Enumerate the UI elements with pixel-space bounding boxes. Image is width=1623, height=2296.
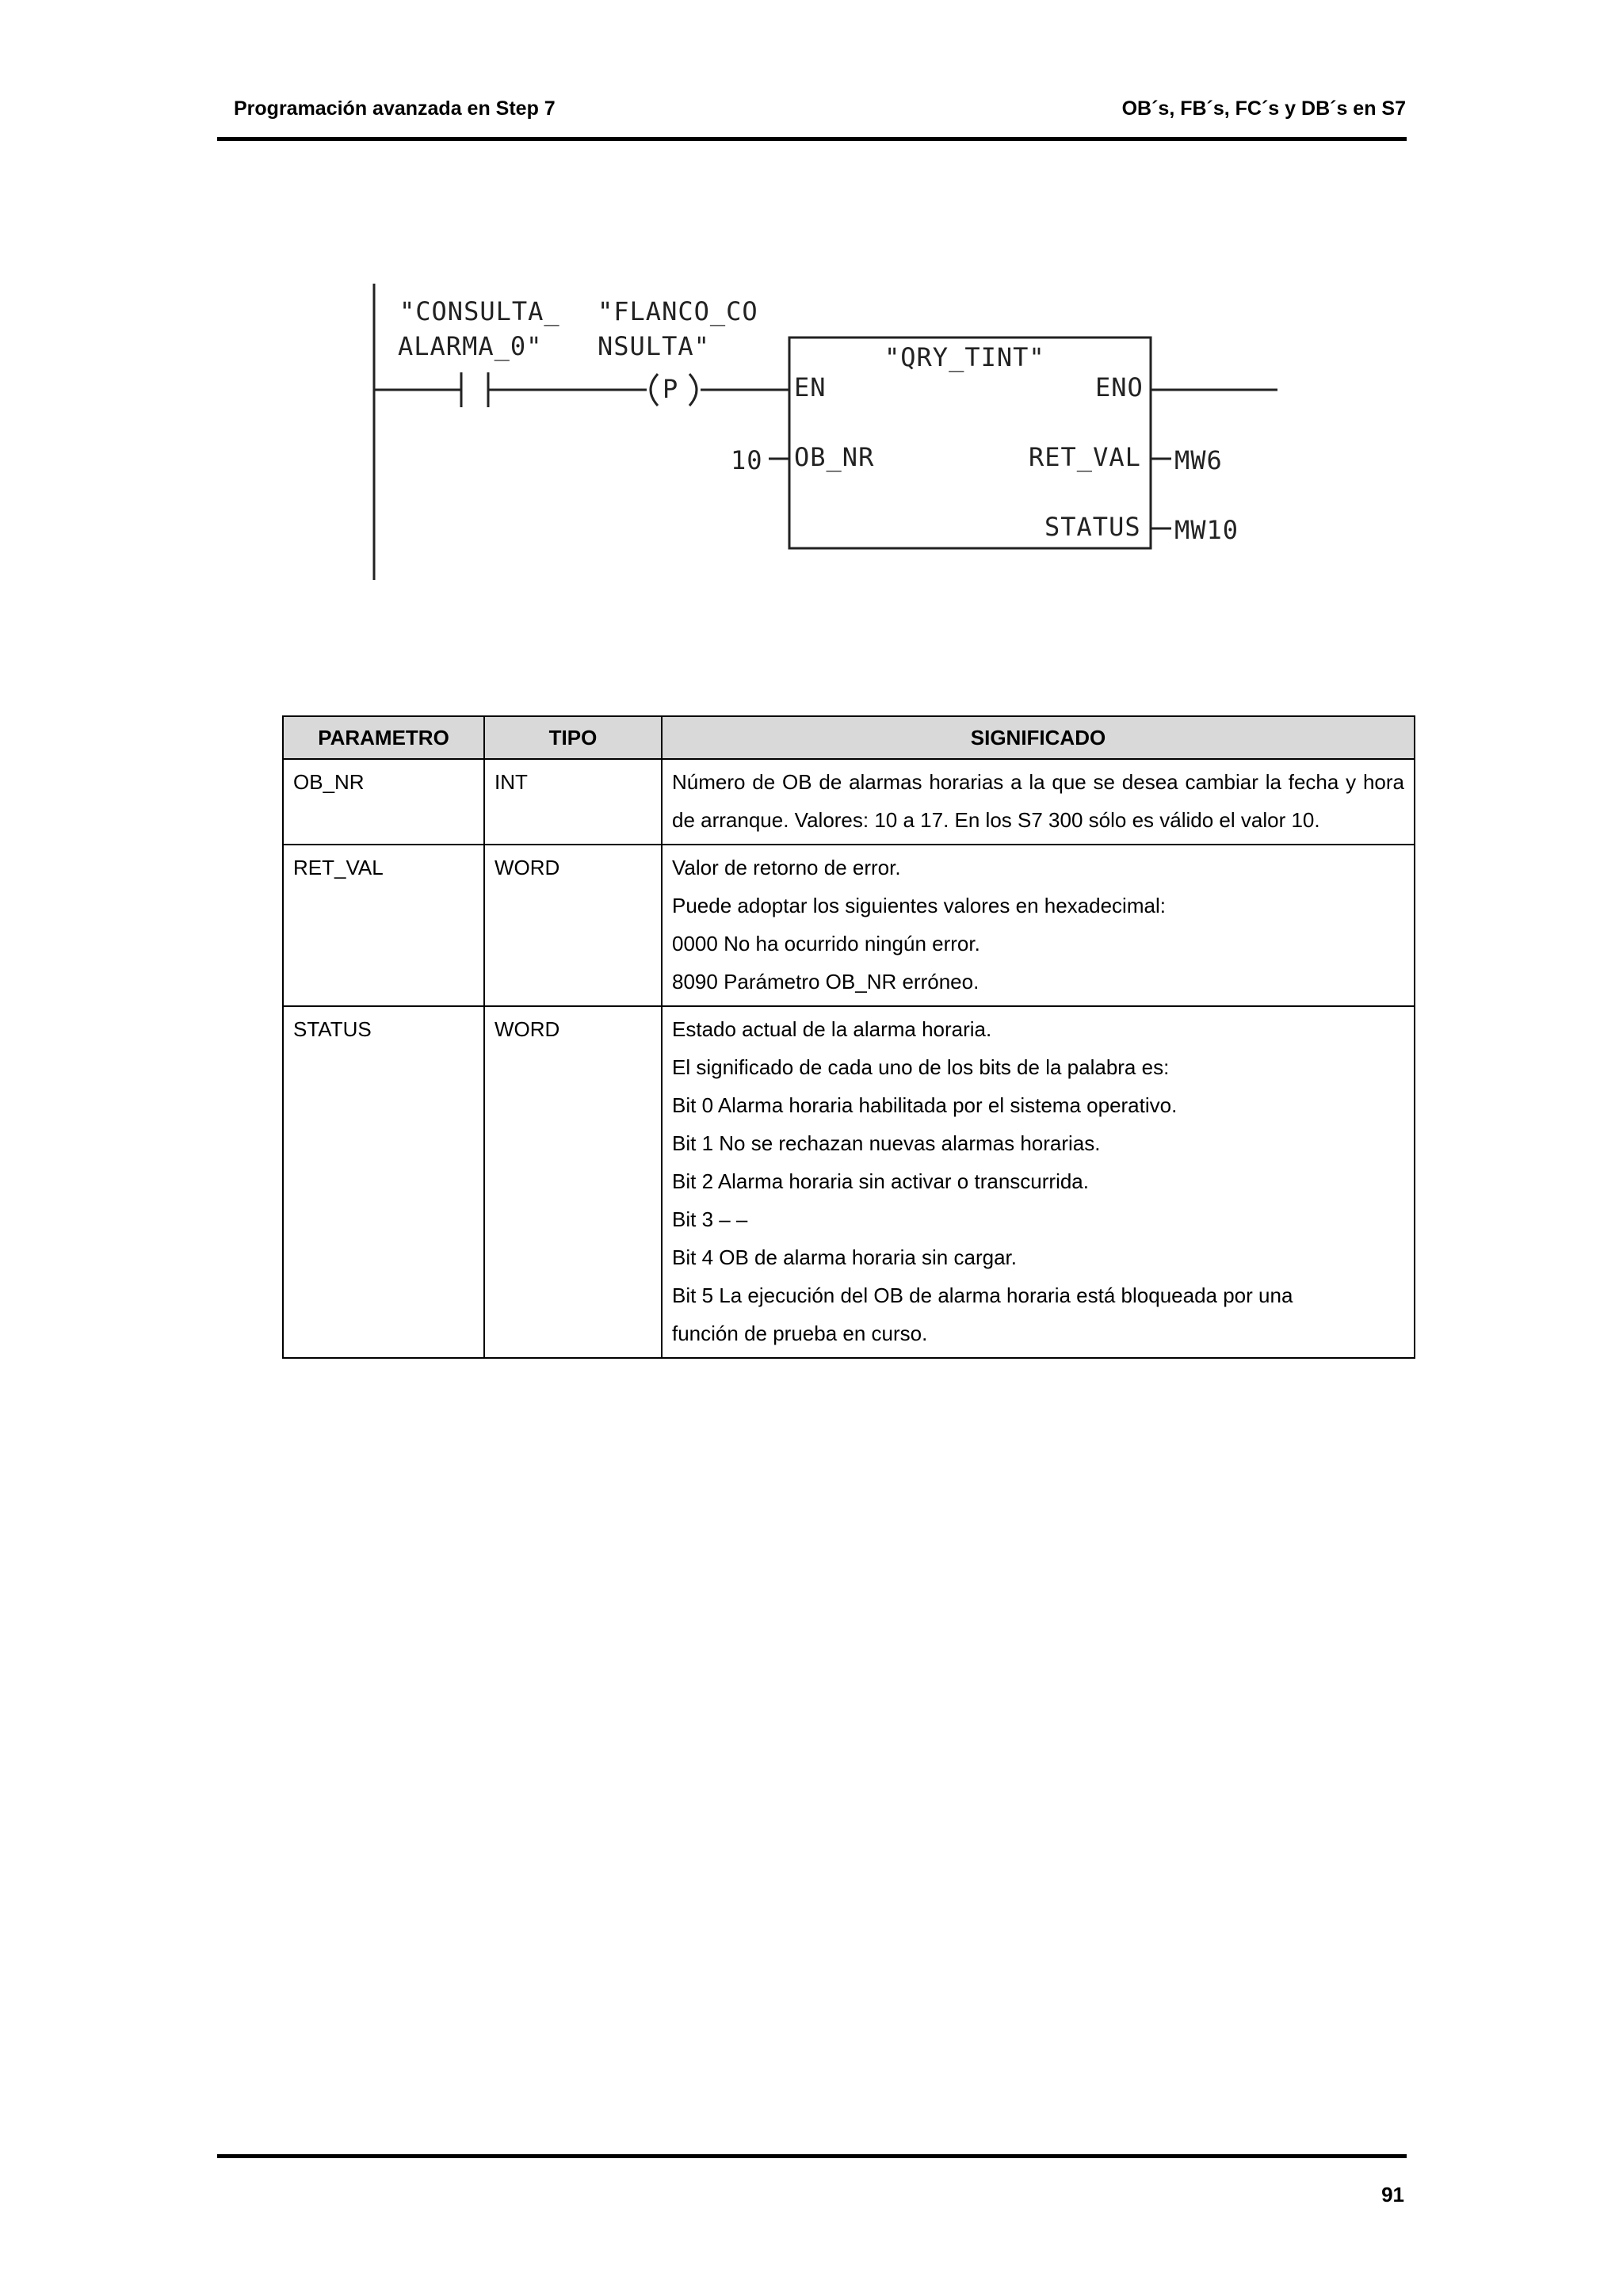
meaning-line: Valor de retorno de error. [672, 856, 901, 879]
footer-rule [217, 2154, 1407, 2158]
meaning-line: 0000 No ha ocurrido ningún error. [672, 932, 980, 955]
meaning-cell [662, 845, 1415, 1006]
header-significado: SIGNIFICADO [662, 716, 1415, 759]
contact-label-line1: "CONSULTA_ [399, 296, 560, 326]
pin-ob-nr: OB_NR [794, 442, 875, 472]
type-cell: INT [484, 759, 662, 845]
coil-right-arc [689, 374, 697, 406]
meaning-line: Bit 5 La ejecución del OB de alarma horaria está bloqueada por una [672, 1283, 1293, 1307]
header-parametro: PARAMETRO [283, 716, 484, 759]
coil-label-line2: NSULTA" [598, 331, 710, 361]
header-tipo: TIPO [484, 716, 662, 759]
param-cell: RET_VAL [283, 845, 484, 1006]
page-number: 91 [1381, 2183, 1404, 2206]
meaning-line: Bit 3 – – [672, 1207, 748, 1231]
coil-left-arc [651, 374, 658, 406]
ladder-lines [0, 0, 1623, 634]
block-name: "QRY_TINT" [884, 342, 1045, 372]
status-target: MW10 [1174, 515, 1239, 545]
table-row [283, 845, 1415, 1006]
meaning-line: Puede adoptar los siguientes valores en hexadecimal: [672, 894, 1166, 917]
meaning-line: Bit 2 Alarma horaria sin activar o transcurrida. [672, 1169, 1089, 1193]
pin-status: STATUS [1044, 512, 1141, 542]
meaning-text: Número de OB de alarmas horarias a la que se desea cambiar la fecha y hora de arranque. Valores: 10 a 17. En los S7 300 sólo es válido el valor 10. [672, 770, 1404, 832]
meaning-line: 8090 Parámetro OB_NR erróneo. [672, 970, 980, 994]
meaning-cell [662, 759, 1415, 845]
meaning-line: Bit 0 Alarma horaria habilitada por el sistema operativo. [672, 1093, 1178, 1117]
ob-nr-value: 10 [731, 445, 763, 475]
header-title: Programación avanzada en Step 7 [234, 97, 556, 120]
ladder-diagram [0, 0, 1623, 634]
parameter-table [282, 715, 1415, 1359]
meaning-line: función de prueba en curso. [672, 1322, 928, 1345]
meaning-line: El significado de cada uno de los bits de la palabra es: [672, 1055, 1170, 1079]
param-cell: STATUS [283, 1006, 484, 1358]
pin-ret-val: RET_VAL [1029, 442, 1141, 472]
type-cell: WORD [484, 1006, 662, 1358]
ret-val-target: MW6 [1174, 445, 1223, 475]
coil-symbol: P [663, 374, 679, 404]
meaning-line: Bit 1 No se rechazan nuevas alarmas horarias. [672, 1131, 1101, 1155]
table-row [283, 759, 1415, 845]
type-cell: WORD [484, 845, 662, 1006]
meaning-line: Bit 4 OB de alarma horaria sin cargar. [672, 1245, 1017, 1269]
table-row [283, 1006, 1415, 1358]
header-chapter: OB´s, FB´s, FC´s y DB´s en S7 [1121, 97, 1406, 120]
param-cell: OB_NR [283, 759, 484, 845]
pin-en: EN [794, 372, 827, 402]
table-header-row [283, 716, 1415, 759]
coil-label-line1: "FLANCO_CO [598, 296, 758, 326]
contact-label-line2: ALARMA_0" [398, 331, 543, 361]
meaning-cell [662, 1006, 1415, 1358]
pin-eno: ENO [1095, 372, 1144, 402]
meaning-line: Estado actual de la alarma horaria. [672, 1017, 992, 1041]
